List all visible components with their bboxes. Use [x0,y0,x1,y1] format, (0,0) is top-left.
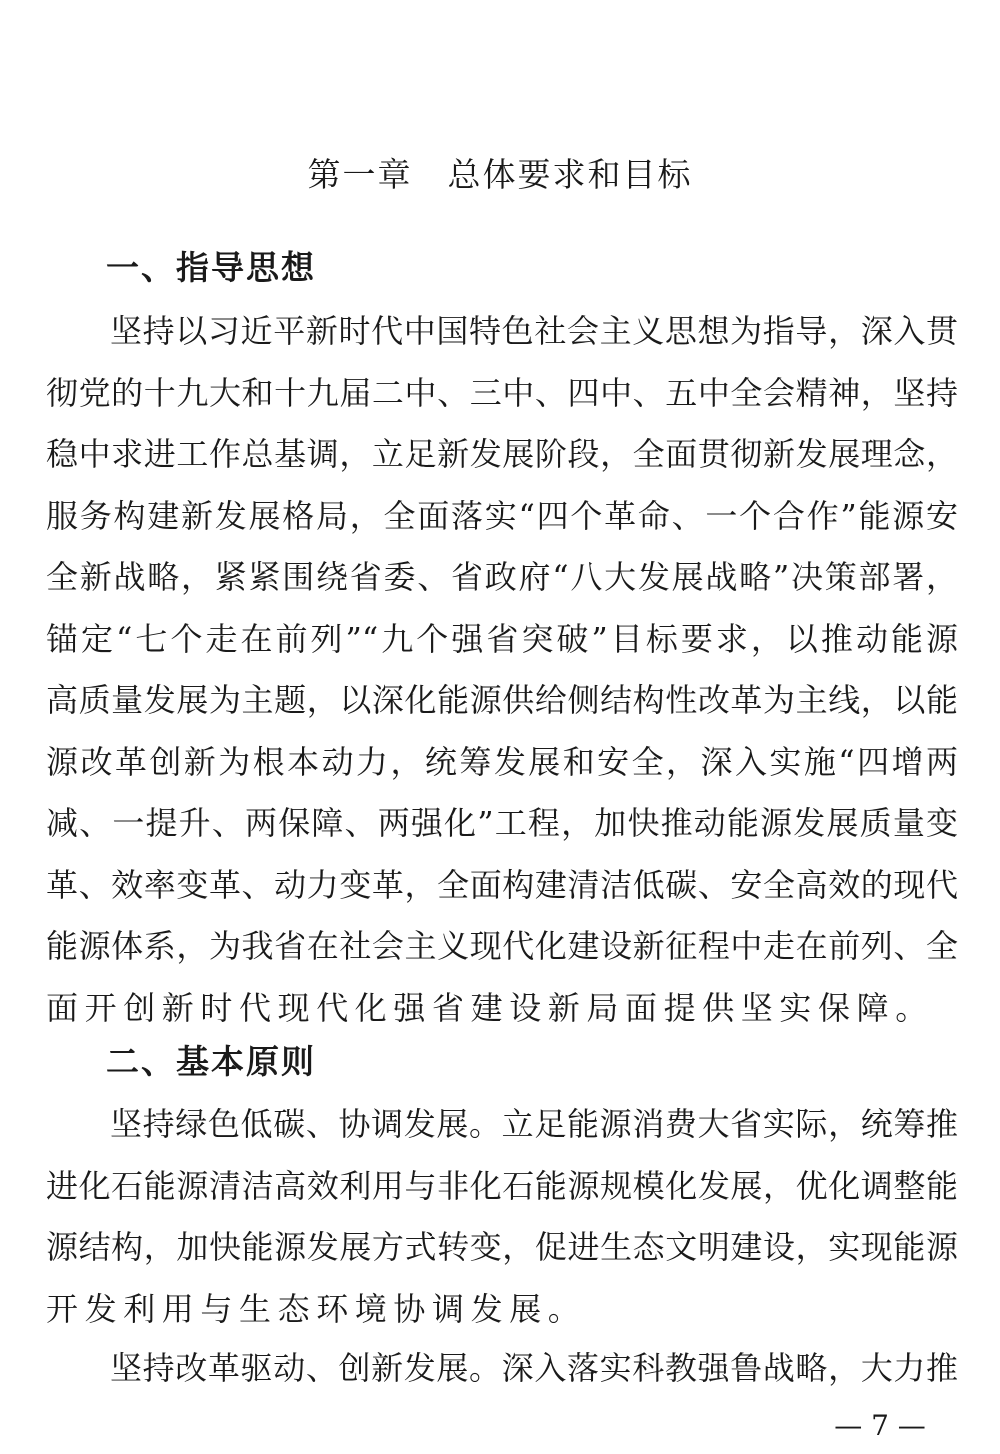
paragraph-line: 服务构建新发展格局，全面落实“四个革命、一个合作”能源安 [46,496,958,535]
paragraph-line: 能源体系，为我省在社会主义现代化建设新征程中走在前列、全 [46,927,958,965]
paragraph-line: 进化石能源清洁高效利用与非化石能源规模化发展，优化调整能 [46,1166,958,1205]
paragraph-line: 坚持改革驱动、创新发展。深入落实科教强鲁战略，大力推 [110,1349,958,1387]
paragraph-line: 稳中求进工作总基调，立足新发展阶段，全面贯彻新发展理念， [46,435,958,473]
page-number: — 7 — [834,1409,926,1442]
paragraph-line: 源结构，加快能源发展方式转变，促进生态文明建设，实现能源 [46,1228,958,1266]
paragraph-line: 坚持绿色低碳、协调发展。立足能源消费大省实际，统筹推 [110,1105,958,1143]
paragraph-line: 革、效率变革、动力变革，全面构建清洁低碳、安全高效的现代 [46,865,958,904]
paragraph-line: 彻党的十九大和十九届二中、三中、四中、五中全会精神，坚持 [46,373,958,412]
chapter-title: 第一章 总体要求和目标 [307,155,693,194]
paragraph-line: 全新战略，紧紧围绕省委、省政府“八大发展战略”决策部署， [46,558,958,596]
paragraph-line: 面开创新时代现代化强省建设新局面提供坚实保障。 [46,988,934,1027]
section-heading-guiding-ideology: 一、指导思想 [106,248,316,287]
paragraph-line: 锚定“七个走在前列”“九个强省突破”目标要求，以推动能源 [46,619,958,658]
paragraph-line: 开发利用与生态环境协调发展。 [46,1289,587,1328]
paragraph-line: 高质量发展为主题，以深化能源供给侧结构性改革为主线，以能 [46,681,958,719]
paragraph-guiding-ideology [46,301,958,1039]
section-heading-basic-principles: 二、基本原则 [106,1042,316,1081]
paragraph-line: 减、一提升、两保障、两强化”工程，加快推动能源发展质量变 [46,804,958,842]
paragraph-line: 源改革创新为根本动力，统筹发展和安全，深入实施“四增两 [46,742,958,781]
paragraph-reform-innovation [46,1338,958,1400]
paragraph-green-low-carbon [46,1094,958,1340]
paragraph-line: 坚持以习近平新时代中国特色社会主义思想为指导，深入贯 [110,312,958,350]
